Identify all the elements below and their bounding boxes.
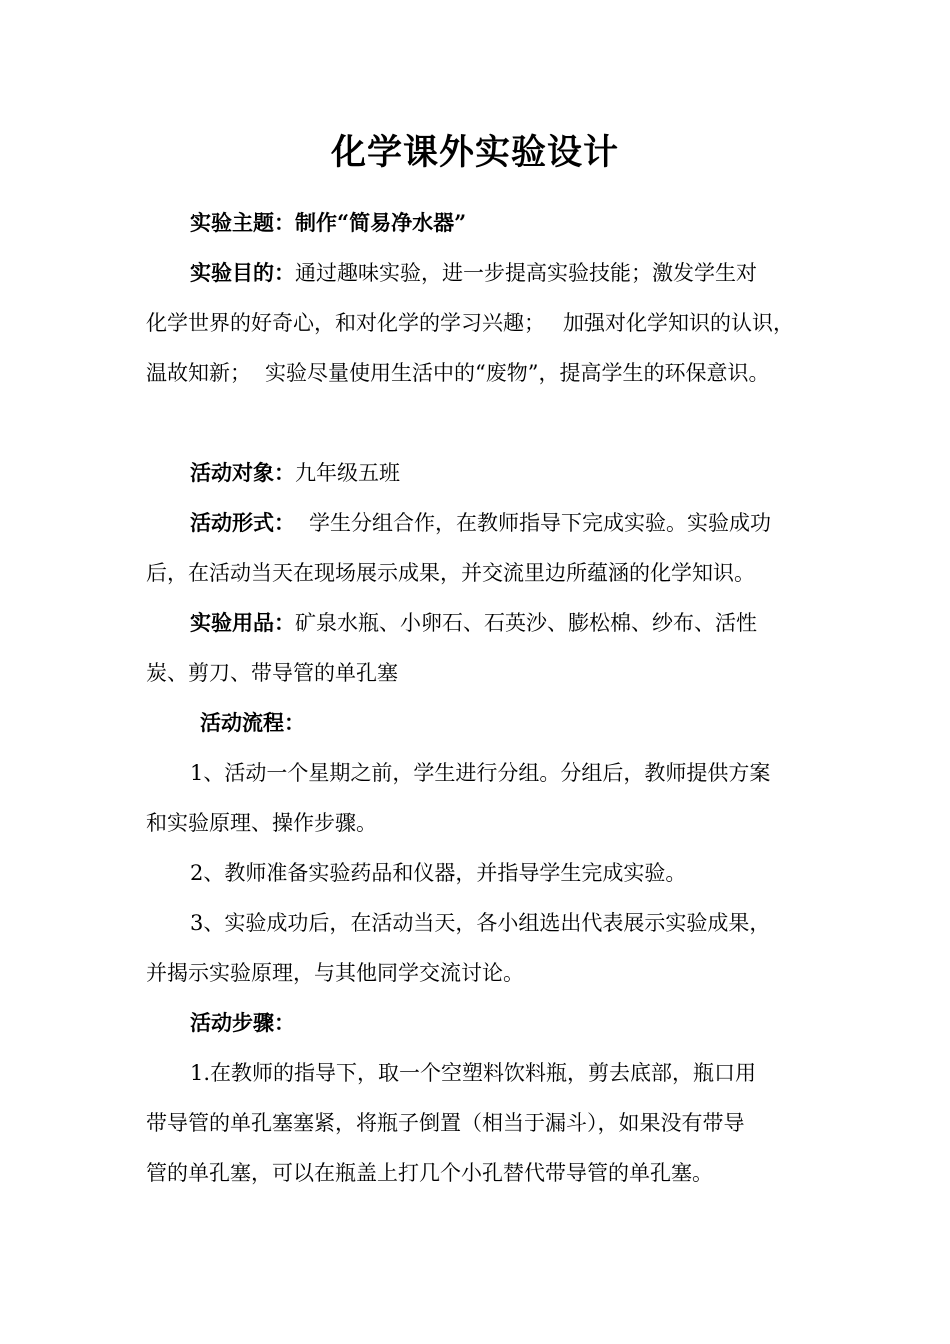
step-1-line-3: 管的单孔塞，可以在瓶盖上打几个小孔替代带导管的单孔塞。 [146, 1161, 713, 1185]
process-item-2: 2、教师准备实验药品和仪器，并指导学生完成实验。 [190, 861, 687, 885]
theme-line [190, 208, 466, 238]
page-title: 化学课外实验设计 [330, 132, 619, 173]
step-1-line-1: 1.在教师的指导下，取一个空塑料饮料瓶，剪去底部，瓶口用 [190, 1061, 757, 1085]
purpose-text-1: 通过趣味实验，进一步提高实验技能；激发学生对 [295, 261, 757, 285]
step-1-line-2: 带导管的单孔塞塞紧，将瓶子倒置（相当于漏斗），如果没有带导 [146, 1111, 745, 1135]
purpose-text-2a: 化学世界的好奇心，和对化学的学习兴趣； [146, 311, 545, 335]
audience-line [190, 458, 400, 488]
purpose-text-2b: 加强对化学知识的认识， [563, 311, 794, 335]
purpose-label: 实验目的： [190, 260, 295, 285]
process-item-3-line-2: 并揭示实验原理，与其他同学交流讨论。 [146, 961, 524, 985]
format-text-1: 学生分组合作，在教师指导下完成实验。实验成功 [309, 511, 771, 535]
steps-heading: 活动步骤： [190, 1010, 295, 1035]
format-label: 活动形式： [190, 510, 295, 535]
format-line-2: 后，在活动当天在现场展示成果，并交流里边所蕴涵的化学知识。 [146, 561, 755, 585]
audience-value: 九年级五班 [295, 461, 400, 485]
materials-line-1 [190, 608, 757, 638]
purpose-text-3a: 温故知新； [146, 361, 251, 385]
process-item-1-line-1: 1、活动一个星期之前，学生进行分组。分组后，教师提供方案 [190, 761, 771, 785]
process-item-1-line-2: 和实验原理、操作步骤。 [146, 811, 377, 835]
theme-label: 实验主题： [190, 210, 295, 235]
format-line-1 [190, 508, 771, 538]
purpose-line-1 [190, 258, 757, 288]
purpose-line-3 [146, 358, 769, 388]
materials-text-1: 矿泉水瓶、小卵石、石英沙、膨松棉、纱布、活性 [295, 611, 757, 635]
purpose-line-2 [146, 308, 794, 338]
materials-line-2: 炭、剪刀、带导管的单孔塞 [146, 661, 398, 685]
purpose-text-3b: 实验尽量使用生活中的“废物”，提高学生的环保意识。 [265, 361, 770, 385]
materials-label: 实验用品： [190, 610, 295, 635]
process-heading: 活动流程： [200, 710, 305, 735]
process-item-3-line-1: 3、实验成功后，在活动当天，各小组选出代表展示实验成果， [190, 911, 771, 935]
theme-value: 制作“简易净水器” [295, 210, 467, 235]
audience-label: 活动对象： [190, 460, 295, 485]
